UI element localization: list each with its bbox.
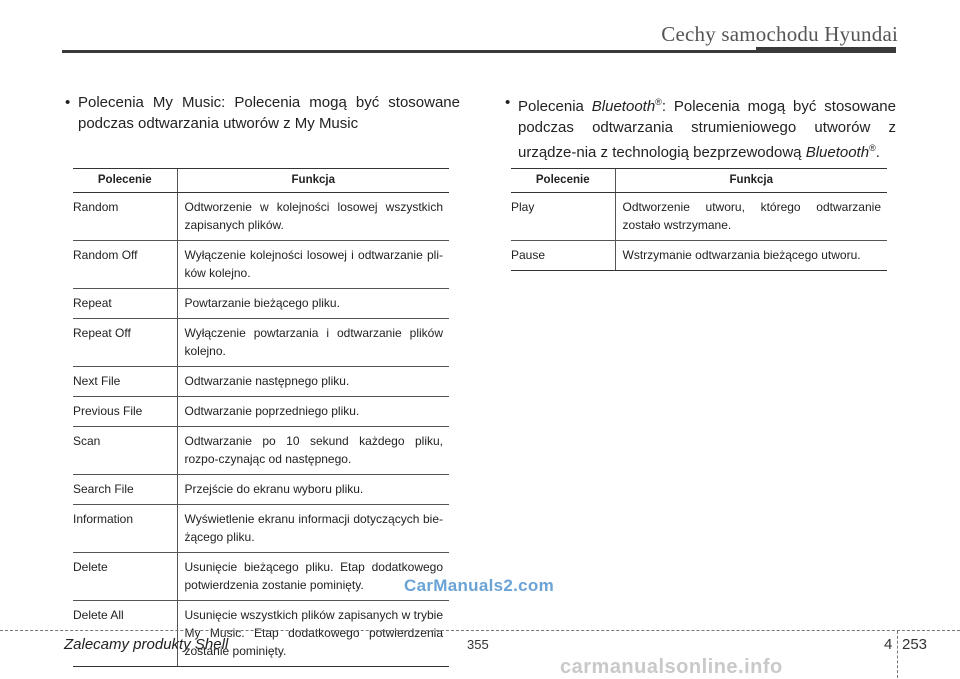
command-name: Next File bbox=[73, 367, 177, 397]
my-music-commands-table bbox=[73, 168, 449, 667]
command-function: Powtarzanie bieżącego pliku. bbox=[177, 289, 449, 319]
registered-mark: ® bbox=[655, 97, 662, 107]
command-function: Odtworzenie w kolejności losowej wszystkich zapisanych plików. bbox=[177, 193, 449, 241]
command-function: Odtwarzanie po 10 sekund każdego pliku, rozpo-czynając od następnego. bbox=[177, 427, 449, 475]
table-row bbox=[73, 553, 449, 601]
table-row bbox=[73, 241, 449, 289]
command-name: Play bbox=[511, 193, 615, 241]
header-function: Funkcja bbox=[615, 169, 887, 193]
table-row bbox=[73, 289, 449, 319]
command-function: Odtwarzanie następnego pliku. bbox=[177, 367, 449, 397]
command-name: Repeat Off bbox=[73, 319, 177, 367]
command-function: Przejście do ekranu wyboru pliku. bbox=[177, 475, 449, 505]
watermark-carmanualsonline: carmanualsonline.info bbox=[560, 656, 783, 678]
command-name: Random Off bbox=[73, 241, 177, 289]
table-row bbox=[511, 193, 887, 241]
bullet: • bbox=[505, 94, 511, 111]
bullet: • bbox=[65, 94, 71, 111]
command-function: Odtwarzanie poprzedniego pliku. bbox=[177, 397, 449, 427]
intro-bluetooth-text-2: : Polecenia mogą być stosowane podczas odtwarzania strumieniowego utworów z urządze-nia z technologią bezprzewodową bbox=[518, 98, 896, 161]
table-row bbox=[73, 475, 449, 505]
table-row bbox=[73, 427, 449, 475]
command-name: Delete All bbox=[73, 601, 177, 667]
command-function: Odtworzenie utworu, którego odtwarzanie zostało wstrzymane. bbox=[615, 193, 887, 241]
header-command: Polecenie bbox=[511, 169, 615, 193]
table-row bbox=[511, 241, 887, 271]
table-row bbox=[73, 397, 449, 427]
command-name: Delete bbox=[73, 553, 177, 601]
command-name: Previous File bbox=[73, 397, 177, 427]
command-name: Search File bbox=[73, 475, 177, 505]
command-function: Usunięcie bieżącego pliku. Etap dodatkowego potwierdzenia zostanie pominięty. bbox=[177, 553, 449, 601]
header-function: Funkcja bbox=[177, 169, 449, 193]
bluetooth-brand: Bluetooth bbox=[805, 144, 870, 161]
bluetooth-brand: Bluetooth bbox=[591, 98, 656, 115]
command-name: Pause bbox=[511, 241, 615, 271]
footer-separator bbox=[897, 631, 898, 678]
page-header-title: Cechy samochodu Hyundai bbox=[661, 22, 898, 46]
command-name: Information bbox=[73, 505, 177, 553]
command-function: Wyłączenie kolejności losowej i odtwarzanie pli-ków kolejno. bbox=[177, 241, 449, 289]
command-function: Usunięcie wszystkich plików zapisanych w trybie My Music. Etap dodatkowego potwierdzenia zostanie pominięty. bbox=[177, 601, 449, 667]
intro-bluetooth bbox=[505, 92, 896, 163]
command-function: Wyłączenie powtarzania i odtwarzanie plików kolejno. bbox=[177, 319, 449, 367]
table-row bbox=[73, 193, 449, 241]
footer-rule bbox=[0, 630, 960, 631]
header-rule-accent bbox=[756, 47, 896, 53]
footer-page-number: 253 bbox=[902, 636, 928, 653]
table-header-row bbox=[511, 169, 887, 193]
intro-my-music-text: Polecenia My Music: Polecenia mogą być stosowane podczas odtwarzania utworów z My Music bbox=[78, 94, 460, 132]
command-function: Wyświetlenie ekranu informacji dotyczących bie-żącego pliku. bbox=[177, 505, 449, 553]
command-name: Random bbox=[73, 193, 177, 241]
footer-chapter-number: 4 bbox=[884, 636, 893, 653]
intro-bluetooth-text-3: . bbox=[875, 144, 880, 161]
bluetooth-commands-table bbox=[511, 168, 887, 271]
intro-bluetooth-text-1: Polecenia bbox=[518, 98, 592, 115]
registered-mark: ® bbox=[869, 143, 876, 153]
footer-sheet-number: 355 bbox=[467, 637, 489, 652]
command-name: Scan bbox=[73, 427, 177, 475]
table-header-row bbox=[73, 169, 449, 193]
table-row bbox=[73, 601, 449, 667]
table-row bbox=[73, 319, 449, 367]
table-row bbox=[73, 367, 449, 397]
command-name: Repeat bbox=[73, 289, 177, 319]
command-function: Wstrzymanie odtwarzania bieżącego utworu. bbox=[615, 241, 887, 271]
watermark-carmanuals2: CarManuals2.com bbox=[404, 576, 554, 595]
table-row bbox=[73, 505, 449, 553]
header-command: Polecenie bbox=[73, 169, 177, 193]
intro-my-music bbox=[65, 92, 460, 134]
footer-slogan: Zalecamy produkty Shell bbox=[64, 636, 229, 653]
